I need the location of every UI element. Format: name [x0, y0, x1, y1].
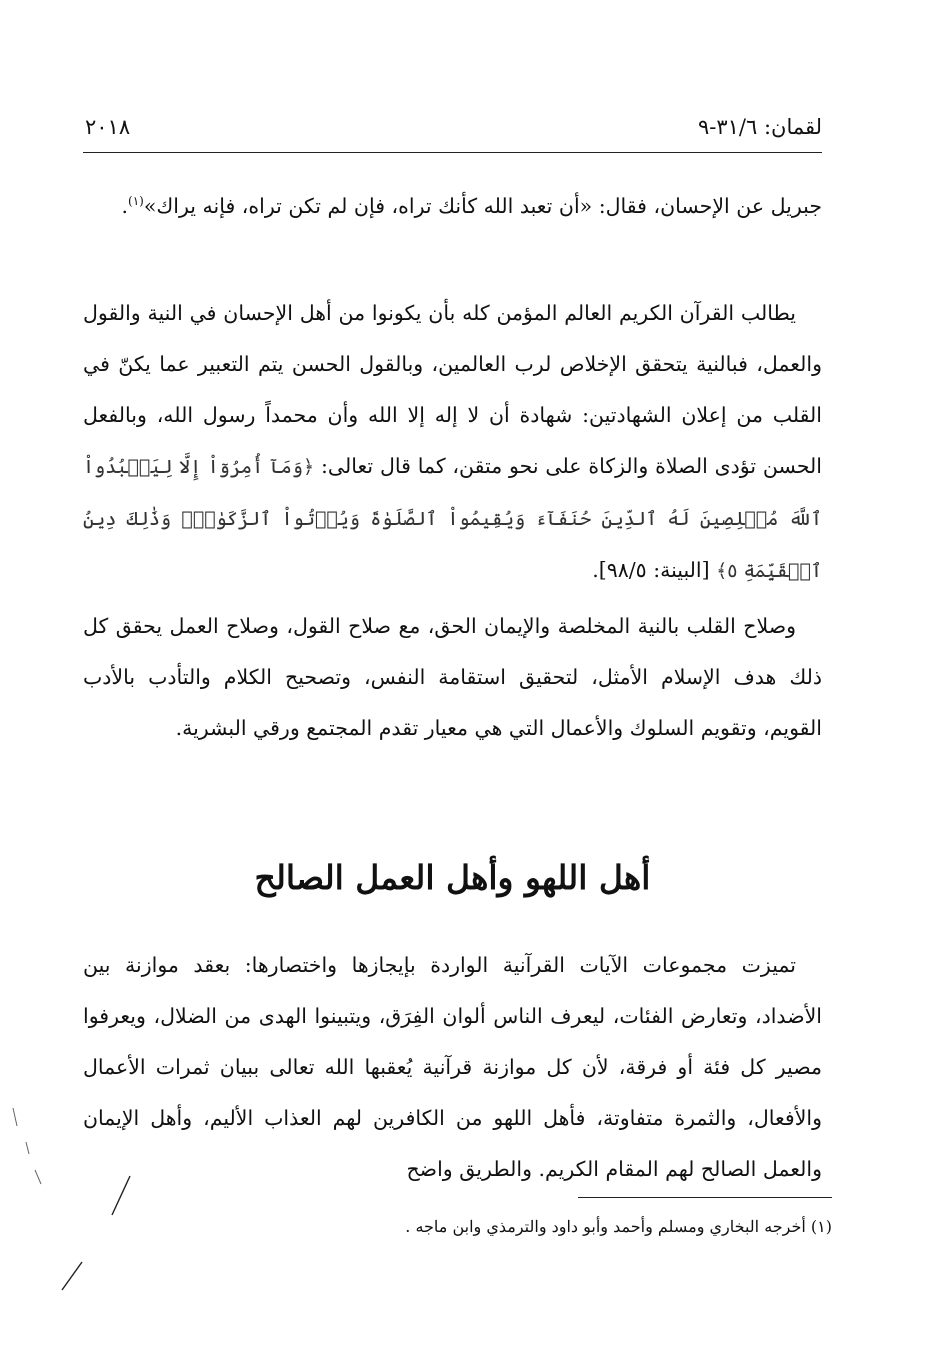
- verse-reference: [البينة: ٩٨/٥].: [592, 558, 710, 582]
- paragraph-ihsan: [83, 288, 822, 597]
- page-header: [85, 115, 822, 151]
- quran-verse: ﴿وَمَآ أُمِرُوٓاْ إِلَّا لِيَعۡبُدُواْ ٱللَّهَ مُخۡلِصِينَ لَهُ ٱلدِّينَ حُنَفَآءَ وَيُقِيمُواْ ٱلصَّلَوٰةَ وَيُؤۡتُواْ ٱلزَّكَوٰةَۚ وَذَٰلِكَ دِينُ ٱلۡقَيِّمَةِ ٥﴾: [83, 456, 822, 582]
- paragraph-text: يطالب القرآن الكريم العالم المؤمن كله بأن يكونوا من أهل الإحسان في النية والقول والعمل، فبالنية يتحقق الإخلاص لرب العالمين، وبالقول الحسن يتم التعبير عما يكنّ في القلب من إعلان الشهادتين: شهادة أن لا إله إلا الله وأن محمداً رسول الله، وبالفعل الحسن تؤدى الصلاة والزكاة على نحو متقن، كما قال تعالى:: [83, 301, 822, 478]
- scan-speck: [13, 1108, 17, 1126]
- paragraph-text: جبريل عن الإحسان، فقال: «أن تعبد الله كأنك تراه، فإن لم تكن تراه، فإنه يراك»: [143, 193, 822, 218]
- scan-speck: [35, 1170, 41, 1184]
- paragraph-text: تميزت مجموعات الآيات القرآنية الواردة بإيجازها واختصارها: بعقد موازنة بين الأضداد، وتعارض الفئات، ليعرف الناس ألوان الفِرَق، ويتبينوا الهدى من الضلال، ويعرفوا مصير كل فئة أو فرقة، لأن كل موازنة قرآنية يُعقبها الله تعالى ببيان ثمرات الأعمال والأفعال، والثمرة متفاوتة، فأهل اللهو من الكافرين لهم العذاب الأليم، وأهل الإيمان والعمل الصالح لهم المقام الكريم. والطريق واضح: [83, 953, 822, 1181]
- page-number: ٢٠١٨: [85, 115, 131, 139]
- section-heading: أهل اللهو وأهل العمل الصالح: [254, 858, 651, 897]
- paragraph-heart: [83, 601, 822, 754]
- sentence-end: .: [121, 193, 129, 218]
- paragraph-comparison: [83, 940, 822, 1195]
- footnote: (١) أخرجه البخاري ومسلم وأحمد وأبو داود والترمذي وابن ماجه .: [405, 1217, 832, 1236]
- footnote-marker: (١): [128, 194, 144, 208]
- footnote-rule: [578, 1197, 832, 1198]
- paragraph-continuation: [83, 176, 822, 232]
- scan-speck: [26, 1142, 29, 1154]
- pen-stroke: [62, 1262, 82, 1290]
- header-rule: [83, 152, 822, 153]
- surah-reference: لقمان: ٣١/٦-٩: [697, 115, 822, 139]
- paragraph-text: وصلاح القلب بالنية المخلصة والإيمان الحق، مع صلاح القول، وصلاح العمل يحقق كل ذلك هدف الإسلام الأمثل، لتحقيق استقامة النفس، وتصحيح الكلام والتأدب بالأدب القويم، وتقويم السلوك والأعمال التي هي معيار تقدم المجتمع ورقي البشرية.: [83, 614, 822, 740]
